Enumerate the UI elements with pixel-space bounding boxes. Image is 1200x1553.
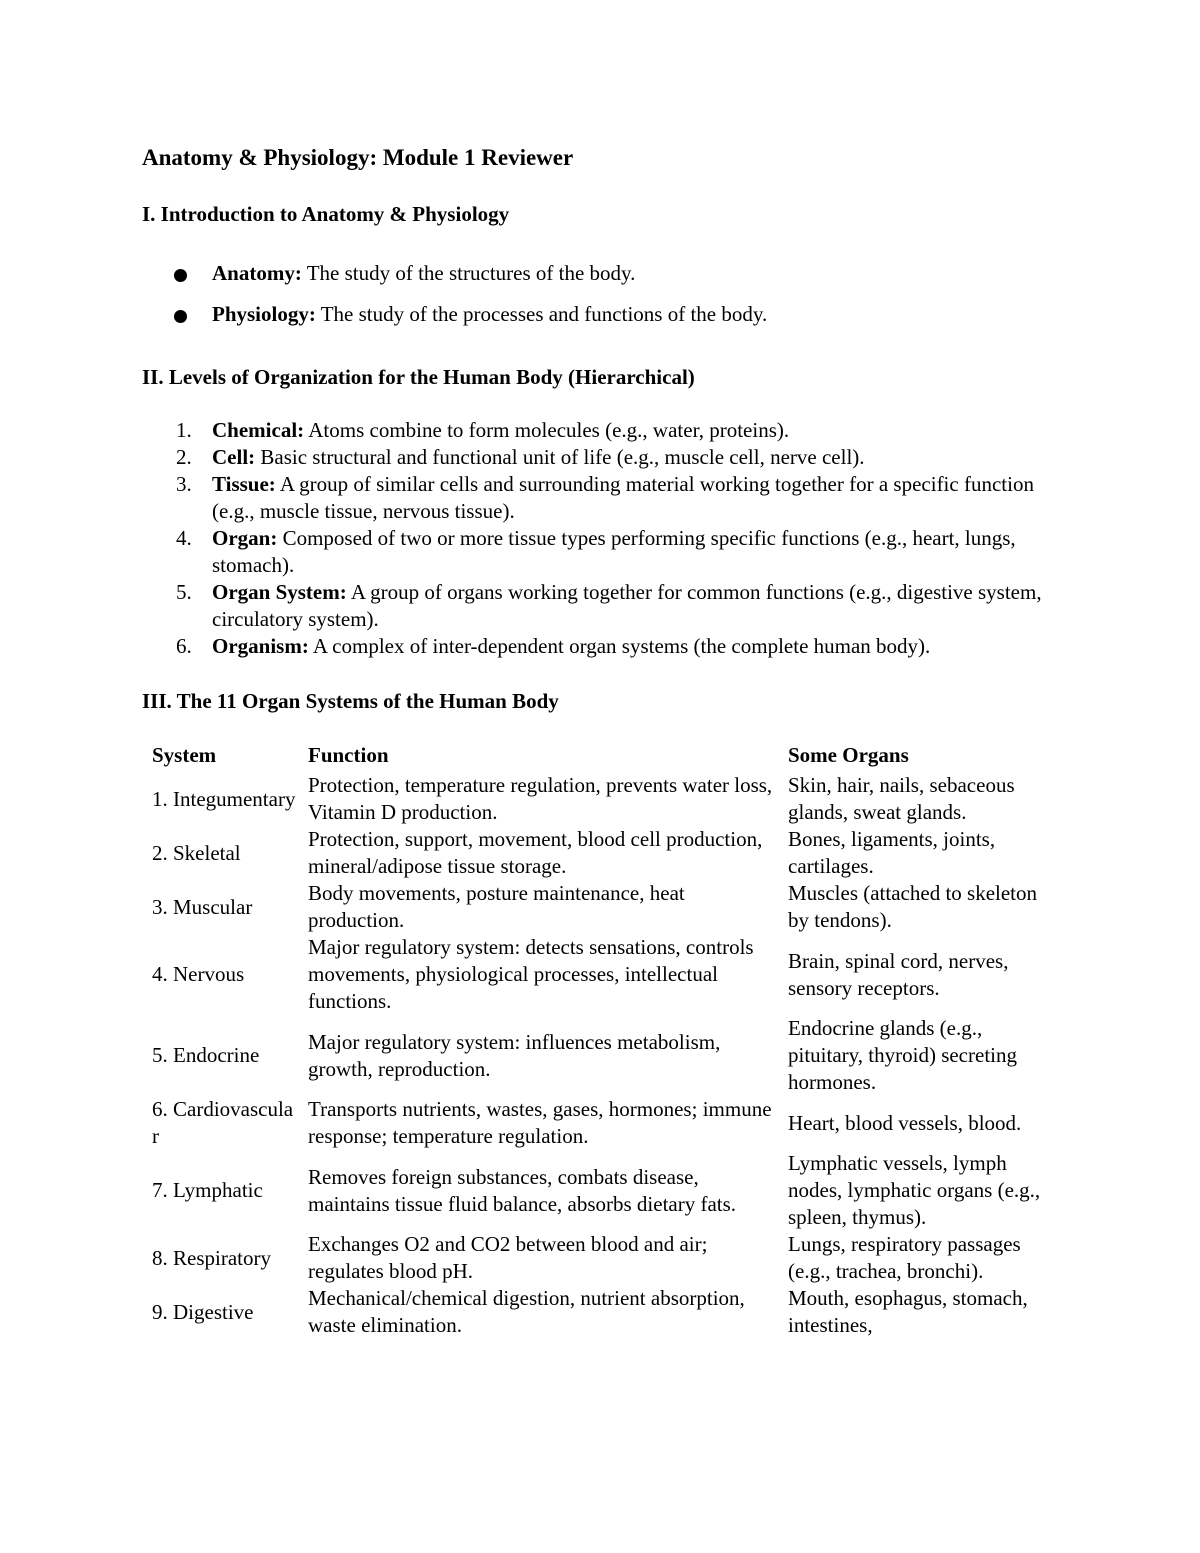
cell-system: 4. Nervous bbox=[152, 962, 245, 986]
cell-function: Transports nutrients, wastes, gases, hormones; immune response; temperature regulation. bbox=[308, 1097, 772, 1148]
cell-system: 6. Cardiovascular bbox=[152, 1097, 294, 1148]
term-physiology: Physiology: bbox=[212, 302, 316, 326]
cell-organs: Endocrine glands (e.g., pituitary, thyroid) secreting hormones. bbox=[788, 1016, 1017, 1094]
term-anatomy: Anatomy: bbox=[212, 261, 302, 285]
list-item bbox=[172, 444, 1062, 471]
cell-organs: Mouth, esophagus, stomach, intestines, bbox=[788, 1286, 1028, 1337]
cell-system: 3. Muscular bbox=[152, 894, 253, 919]
level-description: Basic structural and functional unit of life (e.g., muscle cell, nerve cell). bbox=[255, 445, 865, 469]
table-row bbox=[146, 934, 1066, 1015]
level-description: A complex of inter-dependent organ systems (the complete human body). bbox=[308, 634, 931, 658]
levels-numbered-list bbox=[172, 417, 1062, 660]
cell-organs: Skin, hair, nails, sebaceous glands, sweat glands. bbox=[788, 773, 1015, 824]
cell-function: Major regulatory system: detects sensations, controls movements, physiological processes, intellectual functions. bbox=[308, 935, 754, 1013]
section-heading-organ-systems: III. The 11 Organ Systems of the Human Body bbox=[142, 689, 559, 713]
list-number: 4. bbox=[176, 526, 192, 550]
table-row bbox=[146, 1150, 1066, 1231]
cell-system: 5. Endocrine bbox=[152, 1043, 260, 1067]
level-term: Tissue: bbox=[212, 472, 276, 496]
list-item bbox=[172, 301, 1072, 328]
cell-system: 1. Integumentary bbox=[152, 786, 296, 811]
table-row bbox=[146, 1231, 1066, 1285]
list-item bbox=[172, 525, 1062, 579]
level-description: Composed of two or more tissue types performing specific functions (e.g., heart, lungs, stomach). bbox=[212, 526, 1016, 577]
cell-function: Exchanges O2 and CO2 between blood and air; regulates blood pH. bbox=[308, 1232, 708, 1283]
list-number: 1. bbox=[176, 418, 192, 442]
cell-system: 8. Respiratory bbox=[152, 1245, 271, 1270]
level-term: Cell: bbox=[212, 445, 256, 469]
cell-function: Removes foreign substances, combats disease, maintains tissue fluid balance, absorbs dietary fats. bbox=[308, 1164, 737, 1216]
level-description: Atoms combine to form molecules (e.g., water, proteins). bbox=[304, 418, 790, 442]
cell-system: 9. Digestive bbox=[152, 1299, 254, 1324]
bullet-icon bbox=[174, 310, 187, 323]
section-heading-introduction: I. Introduction to Anatomy & Physiology bbox=[142, 202, 510, 226]
definition-anatomy: The study of the structures of the body. bbox=[301, 261, 636, 285]
intro-bullet-list bbox=[172, 260, 1072, 342]
table-row bbox=[146, 1096, 1066, 1150]
level-term: Organ System: bbox=[212, 580, 347, 604]
list-item bbox=[172, 260, 1072, 287]
cell-system: 7. Lymphatic bbox=[152, 1178, 263, 1202]
table-row bbox=[146, 826, 1066, 880]
cell-function: Protection, support, movement, blood cell production, mineral/adipose tissue storage. bbox=[308, 827, 763, 878]
cell-organs: Muscles (attached to skeleton by tendons). bbox=[788, 881, 1038, 932]
cell-organs: Bones, ligaments, joints, cartilages. bbox=[788, 827, 996, 878]
level-term: Organ: bbox=[212, 526, 278, 550]
cell-function: Major regulatory system: influences metabolism, growth, reproduction. bbox=[308, 1029, 721, 1081]
column-header-organs: Some Organs bbox=[788, 743, 909, 767]
table-row bbox=[146, 1015, 1066, 1096]
table-header-row bbox=[146, 740, 1066, 772]
list-item bbox=[172, 633, 1062, 660]
level-description: A group of organs working together for common functions (e.g., digestive system, circulatory system). bbox=[212, 580, 1042, 631]
list-item bbox=[172, 579, 1062, 633]
table-row bbox=[146, 880, 1066, 934]
column-header-function: Function bbox=[308, 743, 389, 767]
list-number: 3. bbox=[176, 472, 192, 496]
cell-system: 2. Skeletal bbox=[152, 840, 241, 865]
organ-systems-table bbox=[146, 740, 1066, 1339]
cell-organs: Heart, blood vessels, blood. bbox=[788, 1110, 1022, 1135]
document-title: Anatomy & Physiology: Module 1 Reviewer bbox=[142, 145, 574, 170]
list-number: 5. bbox=[176, 580, 192, 604]
list-item bbox=[172, 471, 1062, 525]
cell-function: Protection, temperature regulation, prevents water loss, Vitamin D production. bbox=[308, 773, 773, 824]
cell-function: Body movements, posture maintenance, heat production. bbox=[308, 881, 685, 932]
table-row bbox=[146, 772, 1066, 826]
list-number: 2. bbox=[176, 445, 192, 469]
cell-organs: Brain, spinal cord, nerves, sensory receptors. bbox=[788, 948, 1009, 1000]
section-heading-levels: II. Levels of Organization for the Human Body (Hierarchical) bbox=[142, 365, 695, 389]
level-term: Organism: bbox=[212, 634, 309, 658]
level-description: A group of similar cells and surrounding material working together for a specific function (e.g., muscle tissue, nervous tissue). bbox=[212, 472, 1034, 523]
table-row bbox=[146, 1285, 1066, 1339]
cell-function: Mechanical/chemical digestion, nutrient absorption, waste elimination. bbox=[308, 1286, 745, 1337]
definition-physiology: The study of the processes and functions of the body. bbox=[315, 302, 768, 326]
column-header-system: System bbox=[152, 743, 217, 767]
cell-organs: Lymphatic vessels, lymph nodes, lymphatic organs (e.g., spleen, thymus). bbox=[788, 1151, 1041, 1229]
bullet-icon bbox=[174, 269, 187, 282]
cell-organs: Lungs, respiratory passages (e.g., trachea, bronchi). bbox=[788, 1232, 1021, 1283]
list-number: 6. bbox=[176, 634, 192, 658]
list-item bbox=[172, 417, 1062, 444]
level-term: Chemical: bbox=[212, 418, 305, 442]
